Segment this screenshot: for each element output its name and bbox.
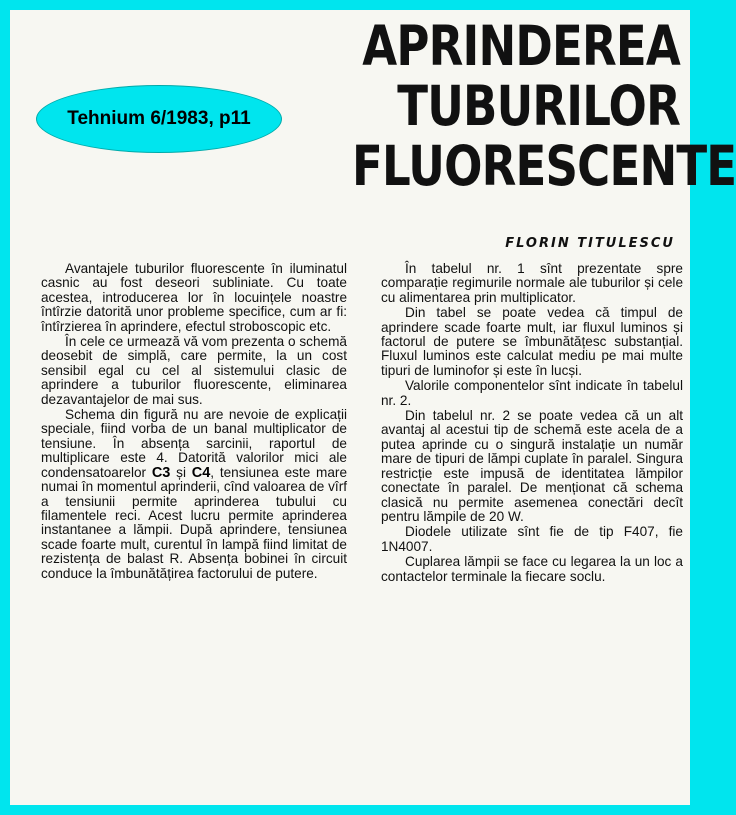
right-paragraph-5: Diodele utilizate sînt fie de tip F407, fie 1N4007. xyxy=(381,524,683,554)
capacitor-c4-label: C4 xyxy=(191,464,211,481)
title-line-1: APRINDEREA xyxy=(362,14,680,78)
left-paragraph-1: Avantajele tuburilor fluorescente în iluminatul casnic au fost deseori subliniate. Cu toate acestea, introducerea lor în locuințele noastre întîrzie datorită unor probleme specifice, cum ar fi: întîrzierea în aprindere, efectul stroboscopic etc. xyxy=(41,261,347,334)
author-name: FLORIN TITULESCU xyxy=(505,236,675,251)
right-paragraph-4: Din tabelul nr. 2 se poate vedea că un alt avantaj al acestui tip de schemă este acela de a putea aprinde cu o singură instalație un număr mare de tipuri de lămpi cuplate în paralel. Singura restricție este impusă de identitatea lămpilor conectate în paralel. De menționat că schema clasică nu permite asemenea conectări decît pentru lămpile de 20 W. xyxy=(381,408,683,524)
left-paragraph-3-start: Schema din figură nu are nevoie de explicații speciale, fiind vorba de un banal multiplicator de tensiune. În absența sarcinii, raportul de multiplicare este 4. Datorită valorilor mici ale condensatoarelor xyxy=(41,407,347,480)
right-paragraph-2: Din tabel se poate vedea că timpul de aprindere scade foarte mult, iar fluxul luminos și factorul de putere se îmbunătățesc substanțial. Fluxul luminos este calculat mediu pe mai multe tipuri de luminofor și este în lucși. xyxy=(381,305,683,378)
right-paragraph-6: Cuplarea lămpii se face cu legarea la un loc a contactelor terminale la fiecare soclu. xyxy=(381,554,683,584)
left-column xyxy=(41,262,347,581)
left-paragraph-3-end: , tensiunea este mare numai în momentul aprinderii, cînd valoarea de vîrf a tensiunii permite aprinderea tubului cu filamentele reci. Acest lucru permite aprinderea instantanee a lămpii. După aprindere, tensiunea scade foarte mult, curentul în lampă fiind limitat de rezistența de balast R. Absența bobinei în circuit conduce la îmbunătățirea factorului de putere. xyxy=(41,464,348,581)
capacitor-c3-label: C3 xyxy=(151,464,171,481)
title-line-2: TUBURILOR xyxy=(397,74,680,138)
right-column xyxy=(381,262,683,584)
source-badge: Tehnium 6/1983, p11 xyxy=(36,85,282,153)
article-page xyxy=(10,10,736,805)
article-title xyxy=(352,14,736,198)
left-paragraph-3 xyxy=(41,408,347,581)
title-line-3: FLUORESCENTE xyxy=(352,134,736,198)
right-paragraph-3: Valorile componentelor sînt indicate în tabelul nr. 2. xyxy=(381,378,683,408)
left-paragraph-3-and: și xyxy=(170,464,192,480)
left-paragraph-2: În cele ce urmează vă vom prezenta o schemă deosebit de simplă, care permite, la un cost sensibil egal cu cel al sistemului clasic de aprindere a tuburilor fluorescente, eliminarea dezavantajelor de mai sus. xyxy=(41,334,347,407)
right-paragraph-1: În tabelul nr. 1 sînt prezentate spre comparație regimurile normale ale tuburilor și cele cu alimentarea prin multiplicator. xyxy=(381,261,683,305)
